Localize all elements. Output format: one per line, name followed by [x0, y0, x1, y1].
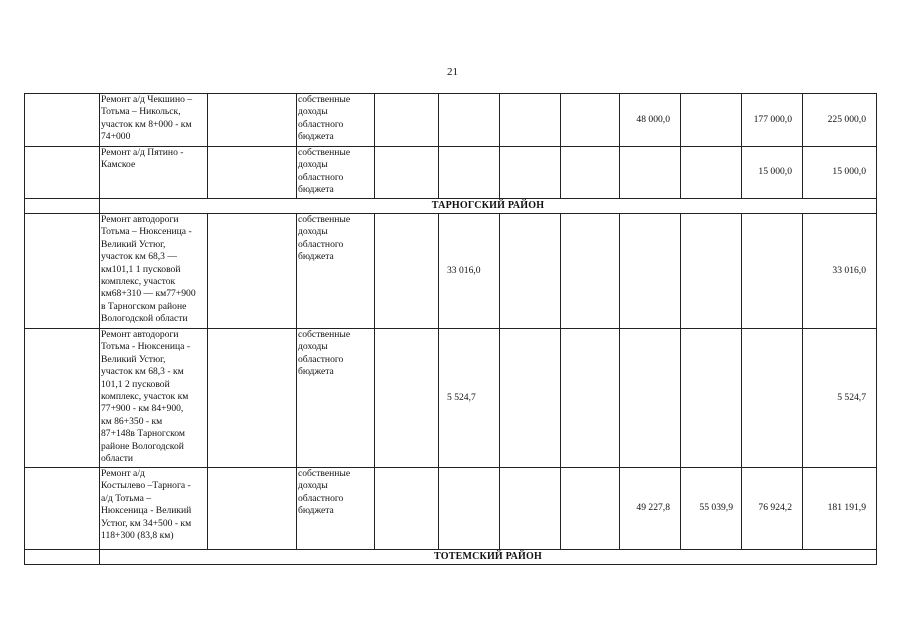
value-cell: 177 000,0 — [742, 94, 803, 147]
table-row — [25, 94, 877, 147]
value-cell — [620, 214, 681, 329]
blank-cell — [208, 214, 297, 329]
value-cell — [561, 94, 620, 147]
table-row — [25, 147, 877, 199]
funding-source-cell: собственные доходы областного бюджета — [297, 94, 375, 147]
blank-cell — [208, 329, 297, 468]
value-cell: 5 524,7 — [439, 329, 500, 468]
section-row — [25, 199, 877, 214]
section-title: ТАРНОГСКИЙ РАЙОН — [100, 199, 877, 214]
value-cell — [742, 329, 803, 468]
value-cell — [500, 329, 561, 468]
value-cell — [742, 214, 803, 329]
value-cell — [375, 147, 439, 199]
funding-source-cell: собственные доходы областного бюджета — [297, 214, 375, 329]
value-cell — [439, 94, 500, 147]
value-cell — [375, 468, 439, 550]
value-cell — [375, 214, 439, 329]
row-number-cell — [25, 94, 100, 147]
total-cell: 225 000,0 — [803, 94, 877, 147]
value-cell: 15 000,0 — [742, 147, 803, 199]
total-cell: 33 016,0 — [803, 214, 877, 329]
row-number-cell — [25, 214, 100, 329]
budget-table — [24, 93, 877, 565]
funding-source-cell: собственные доходы областного бюджета — [297, 147, 375, 199]
value-cell — [439, 147, 500, 199]
work-name-cell: Ремонт а/д Чекшино – Тотьма – Никольск, участок км 8+000 - км 74+000 — [100, 94, 208, 147]
value-cell — [500, 94, 561, 147]
total-cell: 5 524,7 — [803, 329, 877, 468]
value-cell — [681, 147, 742, 199]
total-cell: 181 191,9 — [803, 468, 877, 550]
value-cell — [620, 329, 681, 468]
value-cell — [561, 214, 620, 329]
work-name-cell: Ремонт а/д Костылево –Тарнога - а/д Тотьма – Нюксеница - Великий Устюг, км 34+500 - км 118+300 (83,8 км) — [100, 468, 208, 550]
value-cell — [375, 94, 439, 147]
value-cell — [500, 214, 561, 329]
value-cell — [620, 147, 681, 199]
value-cell — [561, 468, 620, 550]
value-cell — [681, 94, 742, 147]
row-number-cell — [25, 550, 100, 565]
funding-source-cell: собственные доходы областного бюджета — [297, 468, 375, 550]
value-cell: 76 924,2 — [742, 468, 803, 550]
table-row — [25, 329, 877, 468]
table-row — [25, 468, 877, 550]
page-number: 21 — [447, 66, 458, 78]
section-title: ТОТЕМСКИЙ РАЙОН — [100, 550, 877, 565]
value-cell: 48 000,0 — [620, 94, 681, 147]
blank-cell — [208, 94, 297, 147]
value-cell: 33 016,0 — [439, 214, 500, 329]
value-cell — [439, 468, 500, 550]
value-cell — [375, 329, 439, 468]
value-cell — [681, 329, 742, 468]
work-name-cell: Ремонт а/д Пятино - Камское — [100, 147, 208, 199]
value-cell — [500, 147, 561, 199]
blank-cell — [208, 468, 297, 550]
work-name-cell: Ремонт автодороги Тотьма - Нюксеница - Великий Устюг, участок км 68,3 - км 101,1 2 пусковой комплекс, участок км 77+900 - км 84+900, км 86+350 - км 87+148в Тарногском районе Вологодской области — [100, 329, 208, 468]
blank-cell — [208, 147, 297, 199]
funding-source-cell: собственные доходы областного бюджета — [297, 329, 375, 468]
total-cell: 15 000,0 — [803, 147, 877, 199]
section-row — [25, 550, 877, 565]
row-number-cell — [25, 199, 100, 214]
value-cell — [681, 214, 742, 329]
row-number-cell — [25, 329, 100, 468]
table-row — [25, 214, 877, 329]
value-cell: 49 227,8 — [620, 468, 681, 550]
row-number-cell — [25, 147, 100, 199]
value-cell — [561, 329, 620, 468]
work-name-cell: Ремонт автодороги Тотьма – Нюксеница - Великий Устюг, участок км 68,3 — км101,1 1 пусковой комплекс, участок км68+310 — км77+900 в Тарногском районе Вологодской области — [100, 214, 208, 329]
value-cell — [561, 147, 620, 199]
row-number-cell — [25, 468, 100, 550]
value-cell: 55 039,9 — [681, 468, 742, 550]
value-cell — [500, 468, 561, 550]
